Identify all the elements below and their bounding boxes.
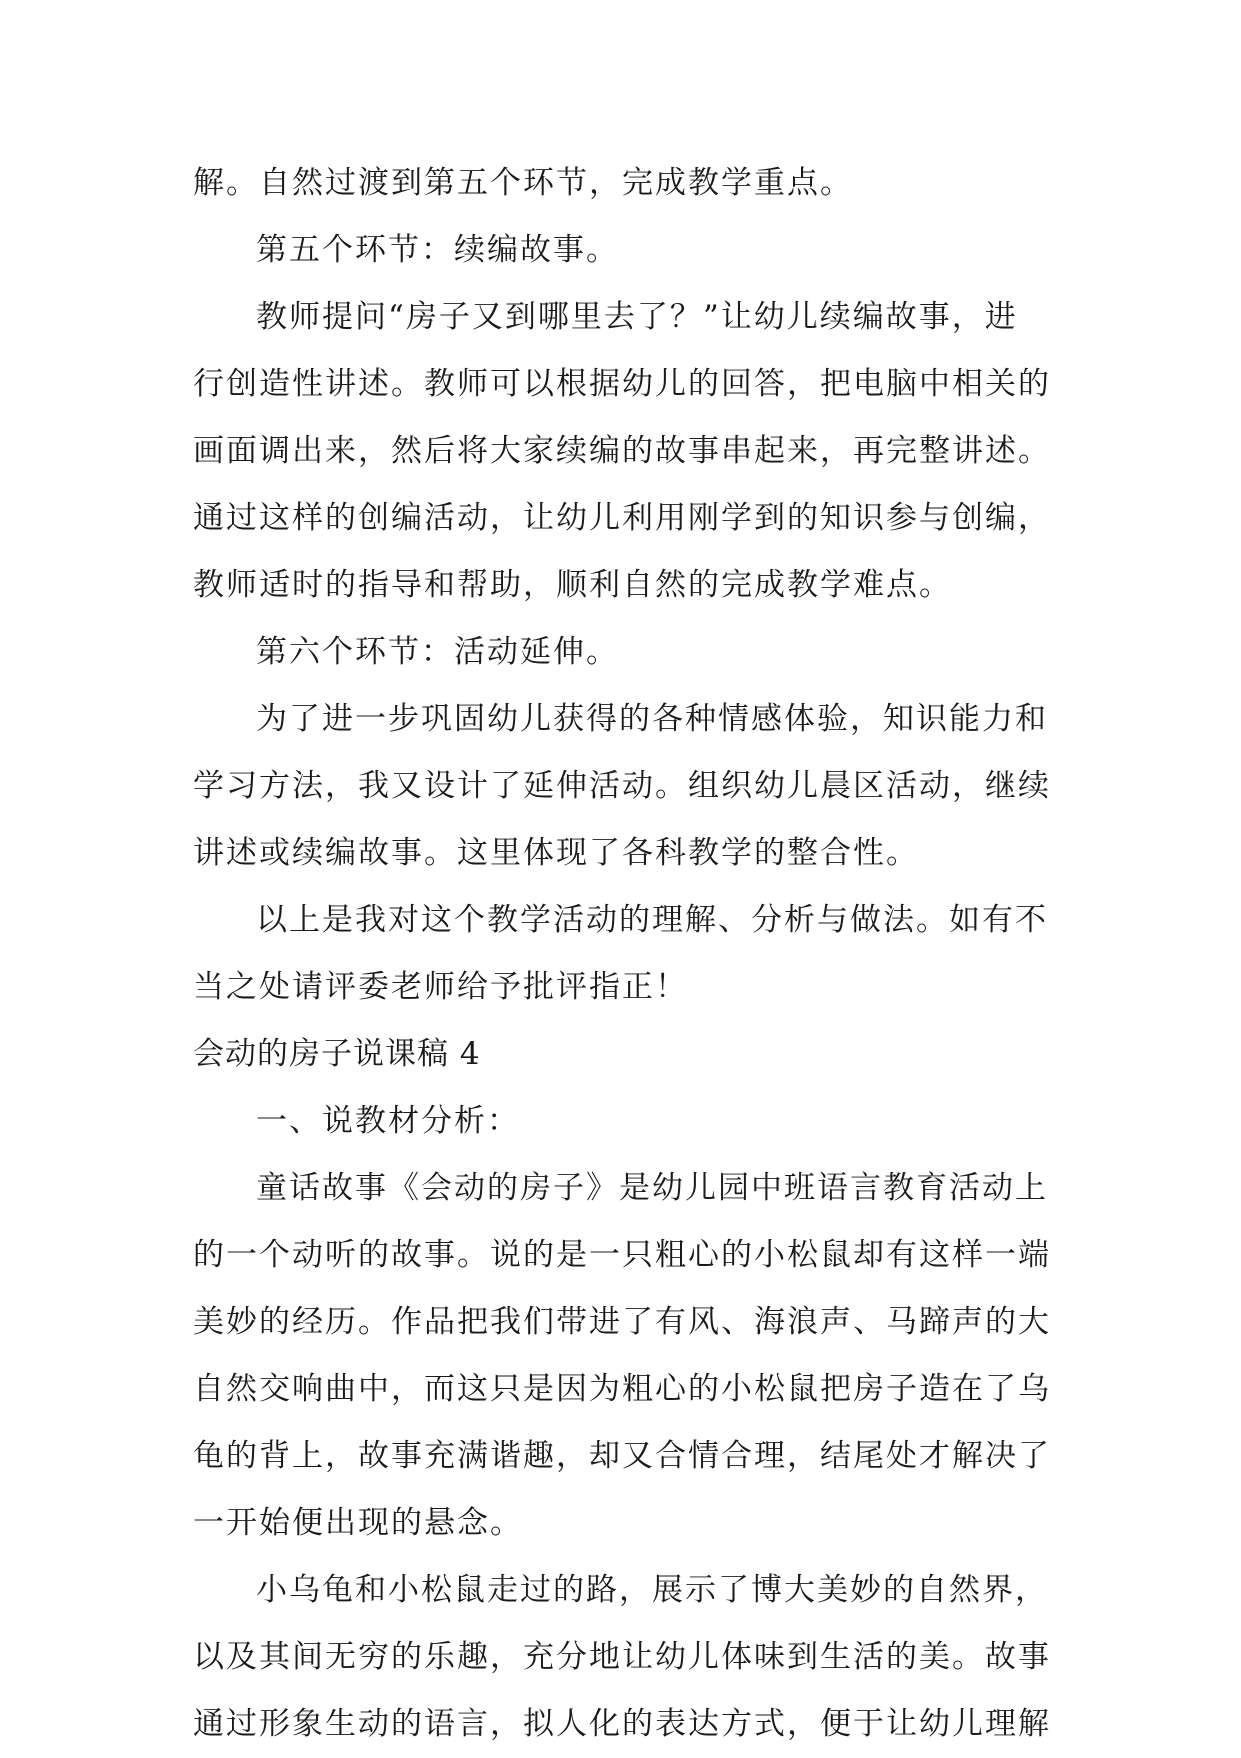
text-line: 当之处请评委老师给予批评指正！ <box>193 969 688 1005</box>
text-line: 美妙的经历。作品把我们带进了有风、海浪声、马蹄声的大 <box>193 1304 1051 1340</box>
text-line: 小乌龟和小松鼠走过的路，展示了博大美妙的自然界， <box>256 1572 1048 1608</box>
text-line: 学习方法，我又设计了延伸活动。组织幼儿晨区活动，继续 <box>193 768 1051 804</box>
text-line: 画面调出来，然后将大家续编的故事串起来，再完整讲述。 <box>193 433 1051 469</box>
text-line: 一开始便出现的悬念。 <box>193 1505 523 1541</box>
text-line: 讲述或续编故事。这里体现了各科教学的整合性。 <box>193 835 919 871</box>
section-heading: 一、说教材分析： <box>256 1103 520 1139</box>
text-line: 行创造性讲述。教师可以根据幼儿的回答，把电脑中相关的 <box>193 366 1051 402</box>
text-line: 解。自然过渡到第五个环节，完成教学重点。 <box>193 165 853 201</box>
section-step-six: 第六个环节：活动延伸。 <box>256 634 619 670</box>
text-line: 自然交响曲中，而这只是因为粗心的小松鼠把房子造在了乌 <box>193 1371 1051 1407</box>
document-body <box>193 150 1053 1758</box>
text-line: 以上是我对这个教学活动的理解、分析与做法。如有不 <box>256 902 1048 938</box>
text-line: 的一个动听的故事。说的是一只粗心的小松鼠却有这样一端 <box>193 1237 1051 1273</box>
text-line: 以及其间无穷的乐趣，充分地让幼儿体味到生活的美。故事 <box>193 1639 1051 1675</box>
text-line: 通过形象生动的语言，拟人化的表达方式，便于让幼儿理解 <box>193 1706 1051 1742</box>
text-line: 为了进一步巩固幼儿获得的各种情感体验，知识能力和 <box>256 701 1048 737</box>
text-line: 通过这样的创编活动，让幼儿利用刚学到的知识参与创编， <box>193 500 1051 536</box>
text-line: 教师适时的指导和帮助，顺利自然的完成教学难点。 <box>193 567 952 603</box>
document-title: 会动的房子说课稿 4 <box>193 1036 481 1072</box>
text-line: 龟的背上，故事充满谐趣，却又合情合理，结尾处才解决了 <box>193 1438 1051 1474</box>
text-line: 童话故事《会动的房子》是幼儿园中班语言教育活动上 <box>256 1170 1048 1206</box>
text-line: 教师提问“房子又到哪里去了？”让幼儿续编故事，进 <box>256 299 1018 335</box>
section-step-five: 第五个环节：续编故事。 <box>256 232 619 268</box>
